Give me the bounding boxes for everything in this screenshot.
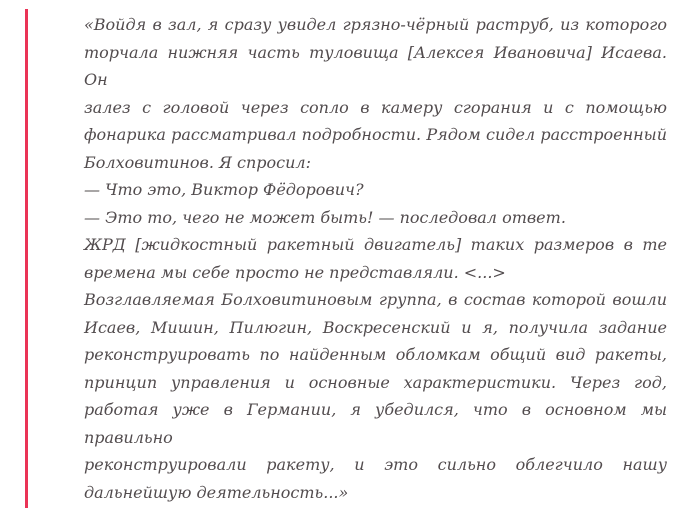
quote-line: дальнейшую деятельность...» [84,482,349,502]
quote-line: залез с головой через сопло в камеру сгорания и с помощью [84,97,667,117]
quote-block [25,9,700,508]
quote-line: торчала нижняя часть туловища [Алексея Ивановича] Исаева. Он [84,42,667,89]
quote-line: Болховитинов. Я спросил: [84,152,311,172]
quote-line: принцип управления и основные характеристики. Через год, [84,372,667,392]
article-page [0,9,700,502]
quote-line: времена мы себе просто не представляли. <...> [84,262,506,282]
quote-line: Исаев, Мишин, Пилюгин, Воскресенский и я, получила задание [84,317,667,337]
quote-line: реконструировать по найденным обломкам общий вид ракеты, [84,345,667,364]
quote-line: фонарика рассматривал подробности. Рядом сидел расстроенный [84,125,667,144]
quote-accent-bar [25,9,28,508]
quote-line: ЖРД [жидкостный ракетный двигатель] таких размеров в те [84,235,667,254]
quote-line: Возглавляемая Болховитиновым группа, в состав которой вошли [84,290,667,309]
quote-line: работая уже в Германии, я убедился, что в основном мы правильно [84,400,667,447]
quote-line: «Войдя в зал, я сразу увидел грязно-чёрный раструб, из которого [84,15,667,34]
quote-line: — Это то, чего не может быть! — последовал ответ. [84,207,566,227]
quote-line: — Что это, Виктор Фёдорович? [84,180,364,199]
quote-lines [84,11,667,506]
quote-line: реконструировали ракету, и это сильно облегчило нашу [84,455,667,474]
